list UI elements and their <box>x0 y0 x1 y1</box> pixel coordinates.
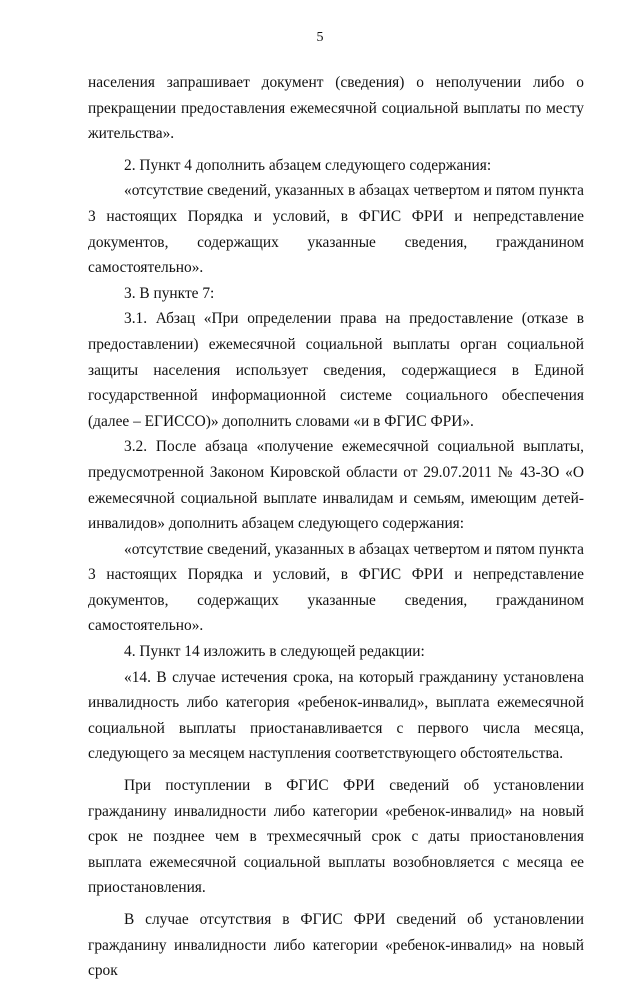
paragraph-item-3: 3. В пункте 7: <box>124 284 215 302</box>
paragraph-absence: В случае отсутствия в ФГИС ФРИ сведений об установлении гражданину инвалидности либо категории «ребенок-инвалид» на новый срок <box>88 911 584 980</box>
paragraph-item-3-2: 3.2. После абзаца «получение ежемесячной социальной выплаты, предусмотренной Законом Кировской области от 29.07.2011 № 43-ЗО «О ежемесячной социальной выплате инвалидам и семьям, имеющим детей-инвалидов» дополнить абзацем следующего содержания: <box>88 438 584 533</box>
paragraph-item-2: 2. Пункт 4 дополнить абзацем следующего содержания: <box>124 156 492 174</box>
paragraph-quote-2: «отсутствие сведений, указанных в абзацах четвертом и пятом пункта 3 настоящих Порядка и условий, в ФГИС ФРИ и непредставление документов, содержащих указанные сведения, гражданином самостоятельно». <box>88 540 584 635</box>
paragraph-item-14: «14. В случае истечения срока, на который гражданину установлена инвалидность либо категория «ребенок-инвалид», выплата ежемесячной социальной выплаты приостанавливается с первого числа месяца, следующего за месяцем наступления соответствующего обстоятельства. <box>88 668 584 763</box>
paragraph-resumption: При поступлении в ФГИС ФРИ сведений об установлении гражданину инвалидности либо категории «ребенок-инвалид» на новый срок не позднее чем в трехмесячный срок с даты приостановления выплата ежемесячной социальной выплаты возобновляется с месяца ее приостановления. <box>88 777 584 897</box>
page-number: 5 <box>316 30 324 45</box>
document-body <box>88 70 584 984</box>
paragraph-quote-1: «отсутствие сведений, указанных в абзацах четвертом и пятом пункта 3 настоящих Порядка и условий, в ФГИС ФРИ и непредставление документов, содержащих указанные сведения, гражданином самостоятельно». <box>88 182 584 277</box>
paragraph-item-3-1: 3.1. Абзац «При определении права на предоставление (отказе в предоставлении) ежемесячной социальной выплаты орган социальной защиты населения использует сведения, содержащиеся в Единой государственной информационной системе социального обеспечения (далее – ЕГИССО)» дополнить словами «и в ФГИС ФРИ». <box>88 310 584 430</box>
paragraph-continuation: населения запрашивает документ (сведения) о неполучении либо о прекращении предоставления ежемесячной социальной выплаты по месту жительства». <box>88 74 584 143</box>
paragraph-item-4: 4. Пункт 14 изложить в следующей редакции: <box>124 643 425 661</box>
